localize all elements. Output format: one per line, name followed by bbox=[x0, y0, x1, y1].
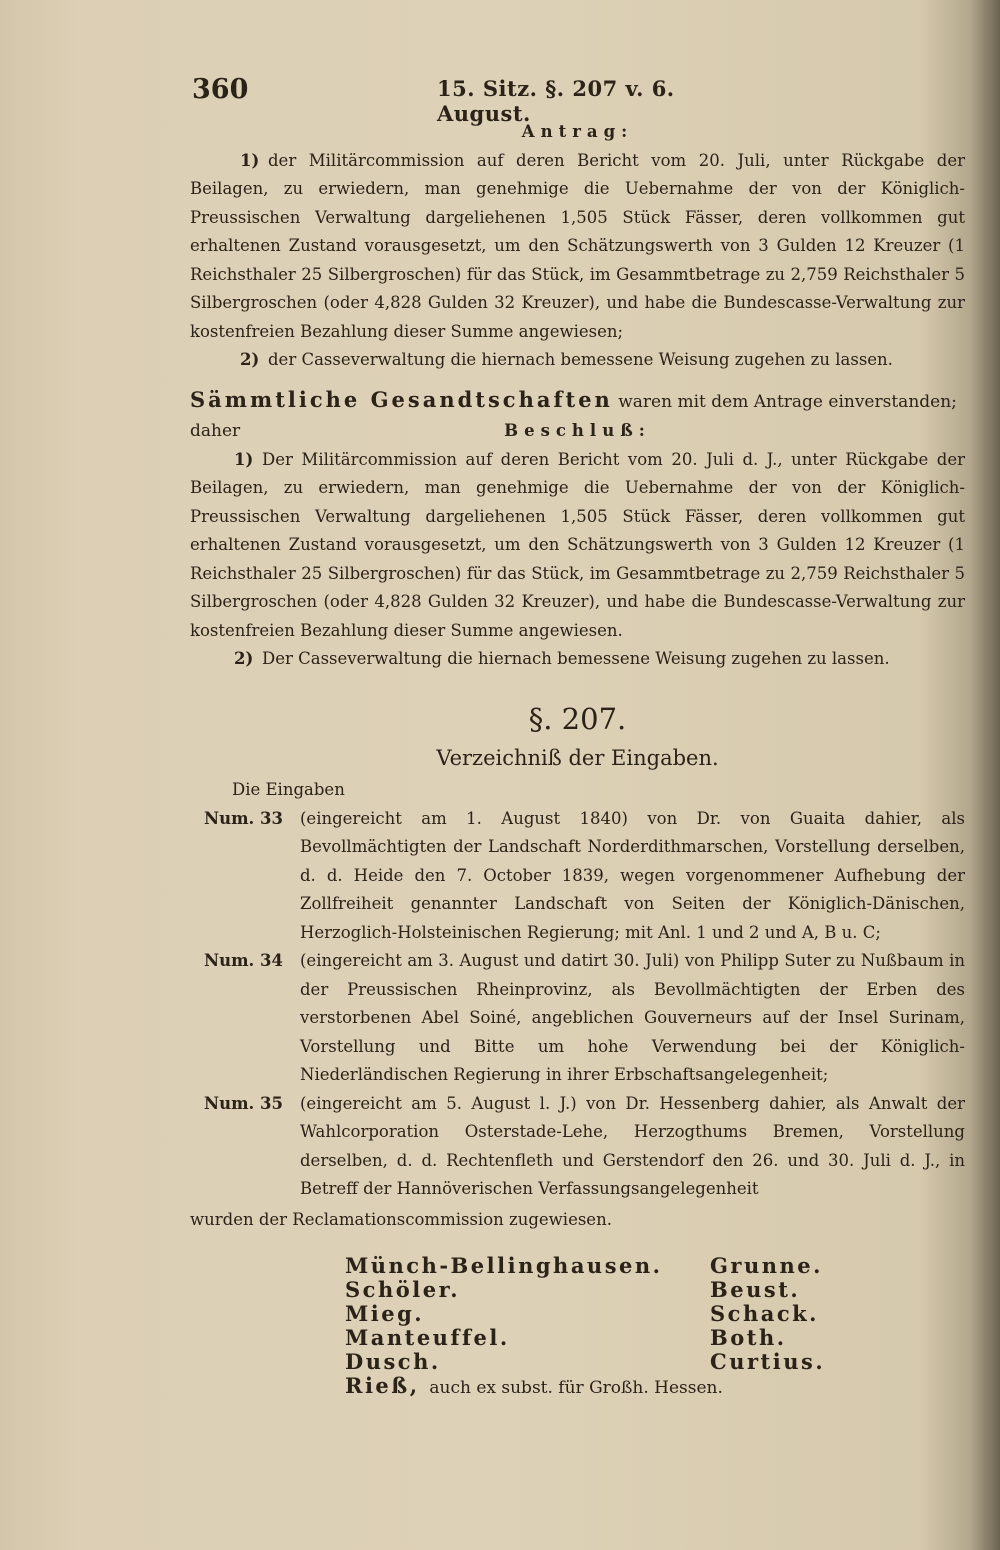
signature-substitution-note: auch ex subst. für Großh. Hessen. bbox=[429, 1378, 723, 1398]
signatures-left bbox=[345, 1254, 723, 1400]
eingabe-item bbox=[190, 947, 965, 1090]
gesandtschaften-rest: waren mit dem Antrage einverstanden; daher bbox=[190, 392, 957, 441]
signature-name: Beust. bbox=[710, 1277, 801, 1302]
beschluss-item-number: 2) bbox=[234, 649, 254, 668]
beschluss-item bbox=[190, 446, 965, 646]
antrag-item-number: 2) bbox=[240, 350, 260, 369]
eingabe-text: (eingereicht am 3. August und datirt 30. Juli) von Philipp Suter zu Nußbaum in der Preussischen Rheinprovinz, als Bevollmächtigten der Erben des verstorbenen Abel Soiné, angeblichen Gouverneurs auf der Insel Surinam, Vorstellung und Bitte um hohe Verwendung bei der Königlich-Niederländischen Regierung in ihrer Erbschaftsangelegenheit; bbox=[300, 951, 965, 1084]
signature-name: Both. bbox=[710, 1325, 787, 1350]
signature-name: Dusch. bbox=[345, 1349, 441, 1374]
gesandtschaften-spaced: Sämmtliche Gesandtschaften bbox=[190, 387, 613, 412]
antrag-section bbox=[190, 118, 965, 375]
signature-name: Mieg. bbox=[345, 1301, 425, 1326]
page-header bbox=[192, 74, 732, 126]
antrag-heading: Antrag: bbox=[521, 122, 634, 141]
page-number: 360 bbox=[192, 74, 249, 105]
beschluss-heading: Beschluß: bbox=[504, 421, 651, 440]
signature-name: Curtius. bbox=[710, 1349, 826, 1374]
eingabe-number: Num. 34 bbox=[204, 951, 283, 970]
eingaben-section bbox=[190, 776, 965, 1234]
antrag-item-number: 1) bbox=[240, 150, 260, 170]
signature-name: Manteuffel. bbox=[345, 1325, 510, 1350]
beschluss-item-text: Der Militärcommission auf deren Bericht vom 20. Juli d. J., unter Rückgabe der Beilagen, zu erwiedern, man genehmige die Uebernahme der von der Königlich-Preussischen Verwaltung dargeliehenen 1,505 Stück Fässer, deren vollkommen gut erhaltenen Zustand vorausgesetzt, um den Schätzungswerth von 3 Gulden 12 Kreuzer (1 Reichsthaler 25 Silbergroschen) für das Stück, im Gesammtbetrage zu 2,759 Reichsthaler 5 Silbergroschen (oder 4,828 Gulden 32 Kreuzer), und habe die Bundescasse-Verwaltung zur kostenfreien Bezahlung dieser Summe angewiesen. bbox=[190, 449, 965, 640]
section-number: §. 207. bbox=[528, 702, 627, 736]
antrag-item-text: der Casseverwaltung die hiernach bemessene Weisung zugehen zu lassen. bbox=[268, 350, 893, 369]
eingabe-item bbox=[190, 805, 965, 948]
section-title: Verzeichniß der Eingaben. bbox=[436, 746, 719, 770]
eingabe-number: Num. 33 bbox=[204, 808, 283, 828]
eingabe-number: Num. 35 bbox=[204, 1093, 283, 1113]
beschluss-section bbox=[190, 417, 965, 674]
beschluss-item-text: Der Casseverwaltung die hiernach bemessene Weisung zugehen zu lassen. bbox=[262, 649, 890, 668]
eingabe-text: (eingereicht am 5. August l. J.) von Dr. Hessenberg dahier, als Anwalt der Wahlcorporation Osterstade-Lehe, Herzogthums Bremen, Vorstellung derselben, d. d. Rechtenfleth und Gerstendorf den 26. und 30. Juli d. J., in Betreff der Hannöverischen Verfassungsangelegenheit bbox=[300, 1093, 965, 1198]
antrag-item bbox=[190, 346, 965, 375]
beschluss-item-number: 1) bbox=[234, 449, 254, 469]
eingabe-item bbox=[190, 1090, 965, 1204]
signature-name: Schöler. bbox=[345, 1277, 461, 1302]
signatures-right bbox=[710, 1254, 825, 1374]
eingaben-intro: Die Eingaben bbox=[232, 780, 345, 799]
signature-name: Rieß, bbox=[345, 1373, 420, 1398]
running-head: 15. Sitz. §. 207 v. 6. August. bbox=[437, 76, 675, 126]
signature-name: Münch-Bellinghausen. bbox=[345, 1253, 663, 1278]
eingabe-text: (eingereicht am 1. August 1840) von Dr. von Guaita dahier, als Bevollmächtigten der Landschaft Norderdithmarschen, Vorstellung derselben, d. d. Heide den 7. October 1839, wegen vorgenommener Aufhebung der Zollfreiheit genannter Landschaft von Seiten der Königlich-Dänischen, Herzoglich-Holsteinischen Regierung; mit Anl. 1 und 2 und A, B u. C; bbox=[300, 808, 965, 942]
antrag-item bbox=[190, 147, 965, 347]
signature-name: Schack. bbox=[710, 1301, 819, 1326]
signature-name: Grunne. bbox=[710, 1253, 823, 1278]
beschluss-item bbox=[190, 645, 965, 674]
antrag-item-text: der Militärcommission auf deren Bericht vom 20. Juli, unter Rückgabe der Beilagen, zu erwiedern, man genehmige die Uebernahme der von der Königlich-Preussischen Verwaltung dargeliehenen 1,505 Stück Fässer, deren vollkommen gut erhaltenen Zustand vorausgesetzt, um den Schätzungswerth von 3 Gulden 12 Kreuzer (1 Reichsthaler 25 Silbergroschen) für das Stück, im Gesammtbetrage zu 2,759 Reichsthaler 5 Silbergroschen (oder 4,828 Gulden 32 Kreuzer), und habe die Bundescasse-Verwaltung zur kostenfreien Bezahlung dieser Summe angewiesen; bbox=[190, 150, 965, 341]
eingaben-closing: wurden der Reclamationscommission zugewiesen. bbox=[190, 1209, 612, 1229]
signature-last-line bbox=[345, 1374, 723, 1400]
